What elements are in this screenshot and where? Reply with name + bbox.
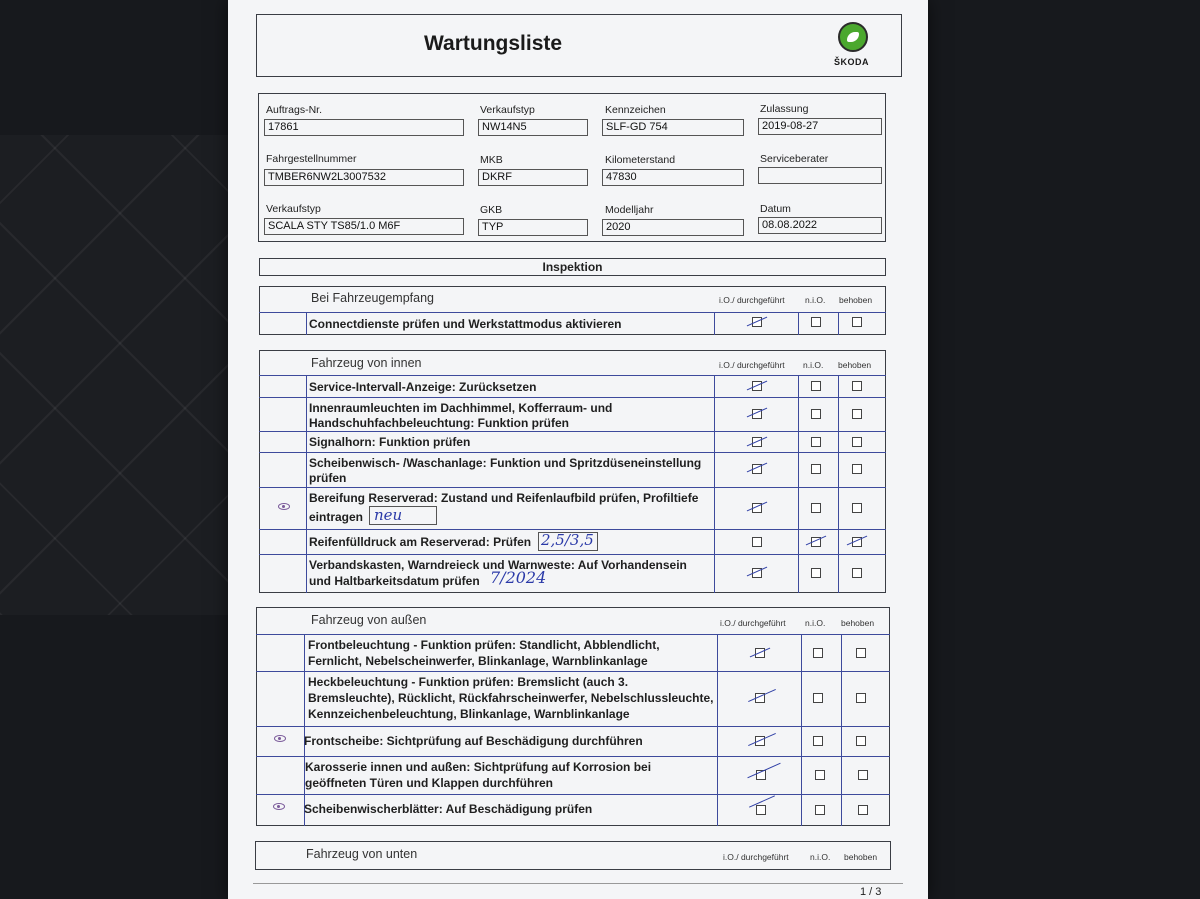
nio-checkbox[interactable] xyxy=(815,770,825,780)
checklist-item: Frontscheibe: Sichtprüfung auf Beschädigung durchführen xyxy=(304,734,643,748)
page-number: 1 / 3 xyxy=(860,886,882,898)
col-nio: n.i.O. xyxy=(805,295,826,305)
col-nio: n.i.O. xyxy=(805,618,826,628)
col-nio: n.i.O. xyxy=(810,852,831,862)
checklist-item: Verbandskasten, Warndreieck und Warnweste: Auf Vorhandensein xyxy=(309,558,687,572)
section-title: Fahrzeug von außen xyxy=(311,613,427,627)
col-nio: n.i.O. xyxy=(803,360,824,370)
gkb-label: GKB xyxy=(480,204,503,216)
verkaufstyp-label: Verkaufstyp xyxy=(480,104,535,116)
zulassung-label: Zulassung xyxy=(760,103,809,115)
visual-check-icon xyxy=(274,735,286,742)
modelljahr-field: 2020 xyxy=(602,219,744,236)
verkaufstyp-name-label: Verkaufstyp xyxy=(266,203,321,215)
page-title: Wartungsliste xyxy=(424,32,563,55)
checklist-item: Scheibenwischerblätter: Auf Beschädigung prüfen xyxy=(304,802,593,816)
checklist-item-cont: Fernlicht, Nebelscheinwerfer, Blinkanlage, Warnblinkanlage xyxy=(308,654,648,668)
verkaufstyp-name-field: SCALA STY TS85/1.0 M6F xyxy=(264,218,464,235)
behoben-checkbox[interactable] xyxy=(856,648,866,658)
behoben-checkbox[interactable] xyxy=(852,503,862,513)
footer-divider xyxy=(253,883,903,884)
checklist-item: Innenraumleuchten im Dachhimmel, Kofferraum- und xyxy=(309,401,613,415)
nio-checkbox[interactable] xyxy=(811,503,821,513)
col-behoben: behoben xyxy=(844,852,878,862)
checklist-item: Karosserie innen und außen: Sichtprüfung auf Korrosion bei xyxy=(305,760,652,774)
checklist-item-cont: Kennzeichenbeleuchtung, Blinkanlage, Warnblinkanlage xyxy=(308,707,630,721)
auftrags-nr-field: 17861 xyxy=(264,119,464,136)
col-behoben: behoben xyxy=(839,295,873,305)
nio-checkbox[interactable] xyxy=(813,693,823,703)
kennzeichen-label: Kennzeichen xyxy=(605,104,666,116)
checklist-item-cont: geöffneten Türen und Klappen durchführen xyxy=(305,776,553,790)
zulassung-field: 2019-08-27 xyxy=(758,118,882,135)
behoben-checkbox[interactable] xyxy=(852,381,862,391)
behoben-checkbox[interactable] xyxy=(852,568,862,578)
handwritten-haltbarkeit: 7/2024 xyxy=(490,568,547,587)
checklist-item-cont: Bremsleuchte), Rücklicht, Rückfahrscheinwerfer, Nebelschlussleuchte, xyxy=(308,691,714,705)
nio-checkbox[interactable] xyxy=(811,317,821,327)
nio-checkbox[interactable] xyxy=(811,437,821,447)
io-checkbox[interactable] xyxy=(752,537,762,547)
skoda-logo-icon xyxy=(838,22,868,52)
checklist-item: Heckbeleuchtung - Funktion prüfen: Bremslicht (auch 3. xyxy=(308,675,629,689)
behoben-checkbox[interactable] xyxy=(856,736,866,746)
nio-checkbox[interactable] xyxy=(813,648,823,658)
datum-field: 08.08.2022 xyxy=(758,217,882,234)
visual-check-icon xyxy=(273,803,285,810)
section-title: Fahrzeug von innen xyxy=(311,356,422,370)
col-io: i.O./ durchgeführt xyxy=(719,295,785,305)
col-io: i.O./ durchgeführt xyxy=(723,852,789,862)
seat-background xyxy=(0,135,240,615)
fahrgestellnummer-field: TMBER6NW2L3007532 xyxy=(264,169,464,186)
checklist-item: Scheibenwisch- /Waschanlage: Funktion und Spritzdüseneinstellung xyxy=(309,456,702,470)
mkb-field: DKRF xyxy=(478,169,588,186)
behoben-checkbox[interactable] xyxy=(852,437,862,447)
kilometerstand-field: 47830 xyxy=(602,169,744,186)
datum-label: Datum xyxy=(760,203,791,215)
nio-checkbox[interactable] xyxy=(811,409,821,419)
col-io: i.O./ durchgeführt xyxy=(719,360,785,370)
col-io: i.O./ durchgeführt xyxy=(720,618,786,628)
checklist-item-cont: und Haltbarkeitsdatum prüfen xyxy=(309,574,480,588)
checklist-item-cont: prüfen xyxy=(309,471,347,485)
nio-checkbox[interactable] xyxy=(811,464,821,474)
checklist-item: Service-Intervall-Anzeige: Zurücksetzen xyxy=(309,380,537,394)
inspection-bar: Inspektion xyxy=(259,258,886,276)
checklist-item-cont: eintragen xyxy=(309,510,364,524)
col-behoben: behoben xyxy=(838,360,872,370)
gkb-field: TYP xyxy=(478,219,588,236)
nio-checkbox[interactable] xyxy=(815,805,825,815)
behoben-checkbox[interactable] xyxy=(852,317,862,327)
nio-checkbox[interactable] xyxy=(811,568,821,578)
visual-check-icon xyxy=(278,503,290,510)
behoben-checkbox[interactable] xyxy=(858,770,868,780)
io-checkbox[interactable] xyxy=(756,805,766,815)
handwritten-reifendruck: 2,5/3,5 xyxy=(541,531,594,549)
auftrags-nr-label: Auftrags-Nr. xyxy=(266,104,323,116)
checklist-item: Bereifung Reserverad: Zustand und Reifenlaufbild prüfen, Profiltiefe xyxy=(309,491,699,505)
serviceberater-field xyxy=(758,167,882,184)
checklist-item: Frontbeleuchtung - Funktion prüfen: Standlicht, Abblendlicht, xyxy=(308,638,660,652)
checklist-item: Reifenfülldruck am Reserverad: Prüfen xyxy=(309,535,532,549)
col-behoben: behoben xyxy=(841,618,875,628)
brand-name: ŠKODA xyxy=(834,57,870,67)
checklist-item: Signalhorn: Funktion prüfen xyxy=(309,435,471,449)
checklist-item-cont: Handschuhfachbeleuchtung: Funktion prüfen xyxy=(309,416,569,430)
behoben-checkbox[interactable] xyxy=(858,805,868,815)
behoben-checkbox[interactable] xyxy=(852,409,862,419)
fahrgestellnummer-label: Fahrgestellnummer xyxy=(266,153,357,165)
nio-checkbox[interactable] xyxy=(811,381,821,391)
kennzeichen-field: SLF-GD 754 xyxy=(602,119,744,136)
serviceberater-label: Serviceberater xyxy=(760,153,829,165)
checklist-item: Connectdienste prüfen und Werkstattmodus aktivieren xyxy=(309,317,622,331)
maintenance-sheet xyxy=(228,0,928,899)
behoben-checkbox[interactable] xyxy=(856,693,866,703)
section-title: Bei Fahrzeugempfang xyxy=(311,291,434,305)
behoben-checkbox[interactable] xyxy=(852,464,862,474)
handwritten-profiltiefe: neu xyxy=(374,506,403,524)
verkaufstyp-field: NW14N5 xyxy=(478,119,588,136)
section-title: Fahrzeug von unten xyxy=(306,847,418,861)
kilometerstand-label: Kilometerstand xyxy=(605,154,676,166)
nio-checkbox[interactable] xyxy=(813,736,823,746)
modelljahr-label: Modelljahr xyxy=(605,204,654,216)
mkb-label: MKB xyxy=(480,154,503,166)
header-box xyxy=(256,14,902,77)
